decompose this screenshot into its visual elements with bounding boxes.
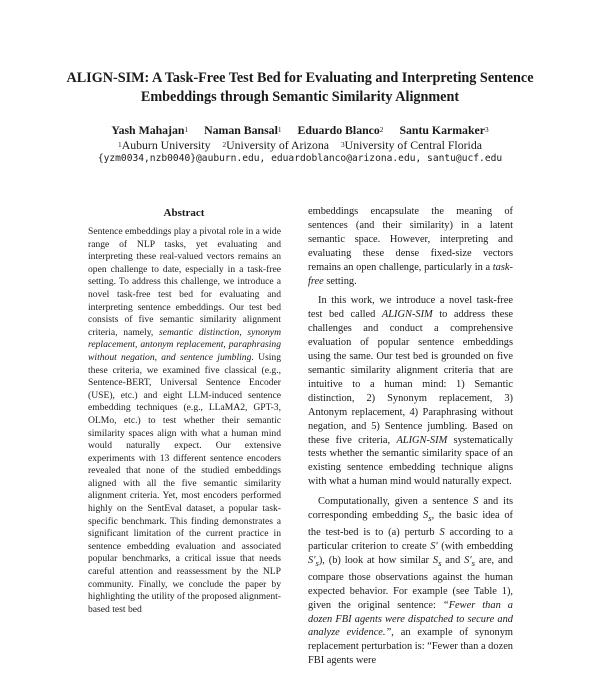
intro-text: are, and compare those observations against the human expected behavior. For example (see Table 1), given the original sentence: [308,554,514,611]
abstract-criteria: semantic distinction, synonym replacement, antonym replacement, paraphrasing without negation, and sentence jumbling [88,326,281,363]
affiliation-mark: 3 [341,139,345,149]
intro-paragraph [308,205,513,288]
math-subscript: s [471,557,476,568]
math-var: S′ [308,554,316,566]
affiliation-mark: 1 [118,139,122,149]
author-affiliation-mark: 3 [484,124,489,134]
math-var: S [423,510,429,522]
intro-text: to address these challenges and conduct a comprehensive evaluation of popular sentence embeddings using the same. Our test bed is grounded on five semantic similarity alignment criteria that are intuitive to a human mind: 1) Semantic distinction, 2) Synonym replacement, 3) Antonym replacement, 4) Paraphrasing without negation, and 5) Sentence jumbling. Based on these five criteria, [308,309,513,446]
intro-text: and its corresponding embedding [308,496,513,522]
intro-paragraph [308,294,513,489]
math-var: S′ [430,540,438,552]
intro-text: embeddings encapsulate the meaning of sentences (and their similarity) in a latent semantic space. However, interpreting and evaluating these dense fixed-size vectors remains an open challenge, particularly in a [308,206,513,273]
math-var: S [432,554,439,566]
math-subscript: s [438,557,442,568]
abstract-text: . Using these criteria, we examined five classical (e.g., Sentence-BERT, Universal Sentence Encoder (USE), etc.) and eight LLM-induced sentence embedding techniques (e.g., LLaMA2, GPT-3, OLMo, etc.) to test whether their semantic similarity spaces align with what a human mind would naturally expect. Our extensive experiments with 13 different sentence encoders revealed that none of the studied embeddings aligned with all the five semantic similarity alignment criteria. Yet, most encoders performed highly on the SentEval dataset, a popular task-specific benchmark. This finding demonstrates a significant limitation of the current practice in sentence embedding evaluation and associated popular benchmarks, a critical issue that needs careful attention and reassessment by the NLP community. Finally, we conclude the paper by highlighting the utility of the proposed alignment-based test bed [88,351,282,615]
intro-text: Computationally, given a sentence [318,496,474,508]
affiliation-name: University of Arizona [226,138,330,152]
intro-text: ), (b) look at how similar [318,554,433,566]
paper-title: ALIGN-SIM: A Task-Free Test Bed for Evaluating and Interpreting Sentence Embeddings through Semantic Similarity Alignment [66,70,534,105]
math-subscript: s [315,557,319,568]
intro-emphasis: ALIGN-SIM [381,309,433,321]
author-affiliation-mark: 1 [184,124,189,134]
author-emails: {yzm0034,nzb0040}@auburn.edu, eduardoblanco@arizona.edu, santu@ucf.edu [97,153,503,164]
intro-text: , an example of synonym replacement perturbation is: “Fewer than a dozen FBI agents were [308,627,513,667]
intro-text: (with embedding [437,540,513,552]
affiliation-name: Auburn University [121,138,211,152]
author-affiliation-mark: 2 [379,124,384,134]
intro-text: setting. [323,275,357,287]
abstract-text: Sentence embeddings play a pivotal role in a wide range of NLP tasks, yet evaluating and interpreting these real-valued vectors remains an open challenge to date, especially in a task-free setting. To address this challenge, we introduce a novel task-free test bed for evaluating and interpreting sentence embeddings. Our test bed consists of five semantic similarity alignment criteria, namely, [88,226,281,338]
abstract-body [88,226,281,616]
intro-text: and [441,554,465,566]
author-affiliation-mark: 1 [277,124,282,134]
math-var: S′ [464,554,472,566]
author-name: Eduardo Blanco [297,123,380,137]
author-name: Naman Bansal [204,123,278,137]
author-list [40,123,560,138]
intro-text: systematically tests whether the semantic similarity space of an existing sentence embedding technique aligns with what a human mind would naturally expect. [308,434,514,488]
abstract-heading: Abstract [163,207,205,219]
math-subscript: s [428,513,432,524]
affiliation-name: University of Central Florida [344,138,482,152]
affiliation-list [40,138,560,153]
math-var: S [473,496,479,508]
math-var: S [439,527,445,539]
intro-emphasis: ALIGN-SIM [396,434,448,446]
intro-text: In this work, we introduce a novel task-free test bed called [308,295,513,321]
intro-text: , the basic idea of the test-bed is to (a) perturb [308,510,513,539]
intro-emphasis: task-free [308,261,513,287]
intro-paragraph [308,495,513,668]
author-name: Santu Karmaker [399,123,485,137]
affiliation-mark: 2 [222,139,227,149]
example-quote: “Fewer than a dozen FBI agents were dispatched to secure and analyze evidence.” [308,599,513,639]
intro-text: according to a particular criterion to create [308,527,513,552]
intro-column [308,205,513,674]
author-name: Yash Mahajan [111,123,185,137]
